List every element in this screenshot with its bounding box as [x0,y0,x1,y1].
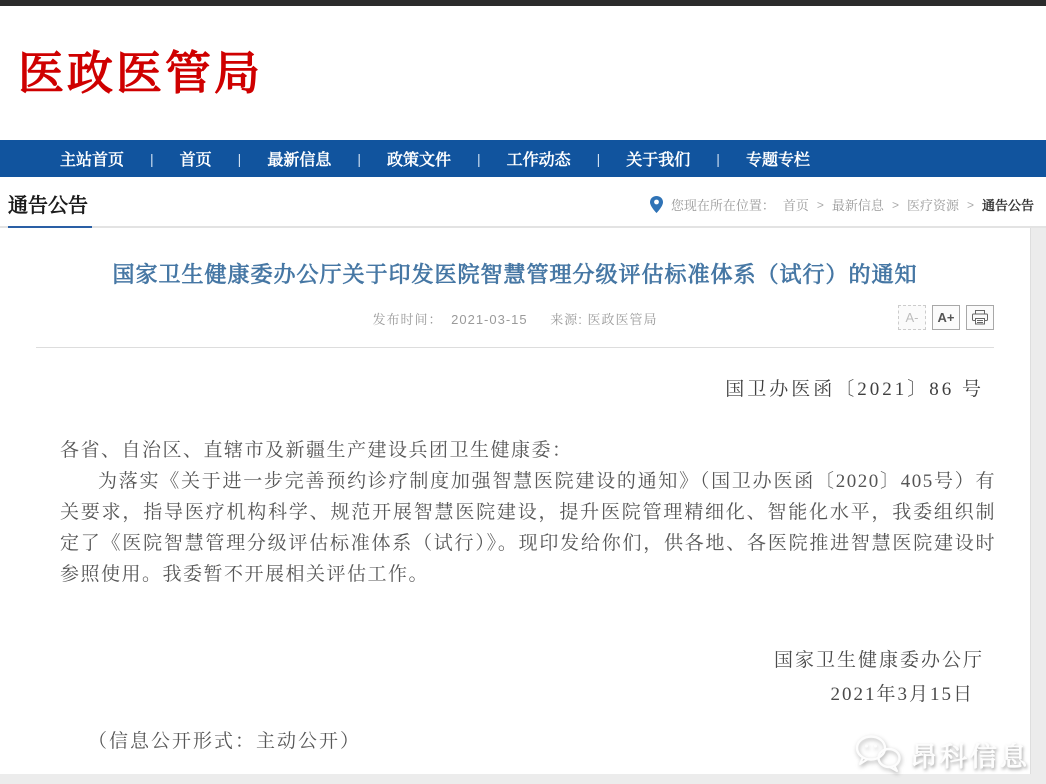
breadcrumb-row [0,177,1046,228]
article-tools [898,305,994,330]
print-button[interactable] [966,305,994,330]
breadcrumb-separator: > [816,197,824,212]
article-meta [0,305,1030,335]
nav-item-work-updates[interactable]: 工作动态 [506,152,571,169]
breadcrumb-link-home[interactable]: 首页 [782,198,809,213]
salutation-line: 各省、自治区、直辖市及新疆生产建设兵团卫生健康委： [60,440,573,461]
nav-item-home-main[interactable]: 主站首页 [60,152,125,169]
breadcrumb-label: 您现在所在位置： [670,198,775,213]
signature-org: 国家卫生健康委办公厅 [773,650,984,671]
document-body [0,435,1030,590]
signature-date: 2021年3月15日 [830,684,974,705]
font-decrease-button[interactable]: A- [898,305,926,330]
signature-block [0,644,1030,712]
breadcrumb [650,195,1034,226]
body-paragraph: 为落实《关于进一步完善预约诊疗制度加强智慧医院建设的通知》（国卫办医函〔2020〕405号）有关要求，指导医疗机构科学、规范开展智慧医院建设，提升医院管理精细化、智能化水平，我委组织制定了《医院智慧管理分级评估标准体系（试行）》。现印发给你们，供各地、各医院推进智慧医院建设时参照使用。我委暂不开展相关评估工作。 [60,471,996,585]
nav-item-policy-documents[interactable]: 政策文件 [386,152,451,169]
nav-separator: | [357,150,361,167]
nav-separator: | [716,150,720,167]
watermark [854,734,1030,774]
source-value: 医政医管局 [587,312,658,327]
breadcrumb-link-latest-news[interactable]: 最新信息 [831,198,884,213]
nav-separator: | [596,150,601,167]
article-meta-row [0,305,1030,335]
breadcrumb-current-page: 通告公告 [981,198,1034,213]
source-label: 来源: [550,312,583,327]
nav-item-special-topics[interactable]: 专题专栏 [745,152,810,169]
breadcrumb-separator: > [966,197,974,212]
document-number: 国卫办医函〔2021〕86 号 [725,379,984,400]
publish-date-label: 发布时间： [372,312,443,327]
site-header [0,6,1046,140]
font-increase-button[interactable]: A+ [932,305,960,330]
meta-divider [36,347,994,348]
nav-item-latest-news[interactable]: 最新信息 [267,152,332,169]
nav-separator: | [150,150,154,167]
nav-item-home[interactable]: 首页 [179,152,212,169]
location-pin-icon [650,196,663,213]
printer-icon [972,310,988,325]
watermark-text: 昂科信息 [910,741,1030,772]
nav-separator: | [237,150,242,167]
breadcrumb-separator: > [891,197,899,212]
main-nav [0,140,1046,177]
wechat-chat-bubbles-icon [854,734,902,774]
nav-separator: | [476,150,481,167]
nav-item-about-us[interactable]: 关于我们 [626,152,691,169]
article-container [0,228,1031,774]
breadcrumb-link-medical-resources[interactable]: 医疗资源 [906,198,959,213]
publish-date-value: 2021-03-15 [451,312,528,327]
disclosure-note: （信息公开形式：主动公开） [88,731,362,752]
article-title: 国家卫生健康委办公厅关于印发医院智慧管理分级评估标准体系（试行）的通知 [112,262,918,287]
site-logo: 医政医管局 [18,47,263,99]
section-title-notices[interactable]: 通告公告 [8,189,92,228]
